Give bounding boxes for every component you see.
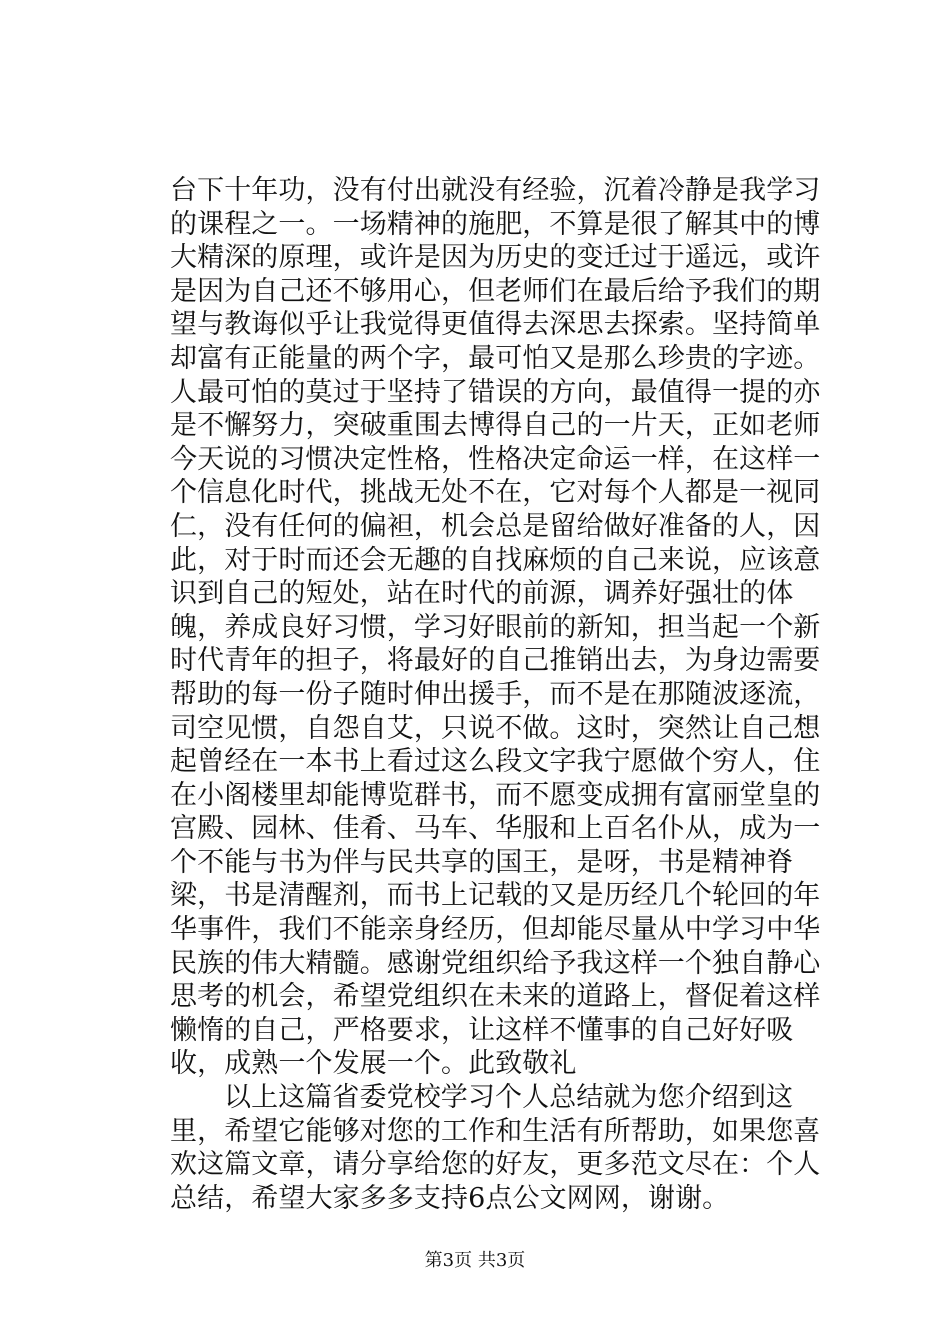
body-text bbox=[170, 174, 830, 1215]
paragraph-main: 台下十年功，没有付出就没有经验，沉着冷静是我学习的课程之一。一场精神的施肥，不算是很了解其中的博大精深的原理，或许是因为历史的变迁过于遥远，或许是因为自己还不够用心，但老师们在最后给予我们的期望与教诲似乎让我觉得更值得去深思去探索。坚持简单却富有正能量的两个字，最可怕又是那么珍贵的字迹。人最可怕的莫过于坚持了错误的方向，最值得一提的亦是不懈努力，突破重围去博得自己的一片天，正如老师今天说的习惯决定性格，性格决定命运一样，在这样一个信息化时代，挑战无处不在，它对每个人都是一视同仁，没有任何的偏袒，机会总是留给做好准备的人，因此，对于时而还会无趣的自找麻烦的自己来说，应该意识到自己的短处，站在时代的前源，调养好强壮的体魄，养成良好习惯，学习好眼前的新知，担当起一个新时代青年的担子，将最好的自己推销出去，为身边需要帮助的每一份子随时伸出援手，而不是在那随波逐流，司空见惯，自怨自艾，只说不做。这时，突然让自己想起曾经在一本书上看过这么段文字我宁愿做个穷人，住在小阁楼里却能博览群书，而不愿变成拥有富丽堂皇的宫殿、园林、佳肴、马车、华服和上百名仆从，成为一个不能与书为伴与民共享的国王，是呀，书是精神脊梁，书是清醒剂，而书上记载的又是历经几个轮回的年华事件，我们不能亲身经历，但却能尽量从中学习中华民族的伟大精髓。感谢党组织给予我这样一个独自静心思考的机会，希望党组织在未来的道路上，督促着这样懒惰的自己，严格要求，让这样不懂事的自己好好吸收，成熟一个发展一个。此致敬礼 bbox=[170, 175, 821, 1080]
paragraph-closing: 以上这篇省委党校学习个人总结就为您介绍到这里，希望它能够对您的工作和生活有所帮助，如果您喜欢这篇文章，请分享给您的好友，更多范文尽在：个人总结，希望大家多多支持6点公文网网，谢谢。 bbox=[170, 1082, 821, 1214]
page-footer: 第3页 共3页 bbox=[424, 1250, 526, 1271]
